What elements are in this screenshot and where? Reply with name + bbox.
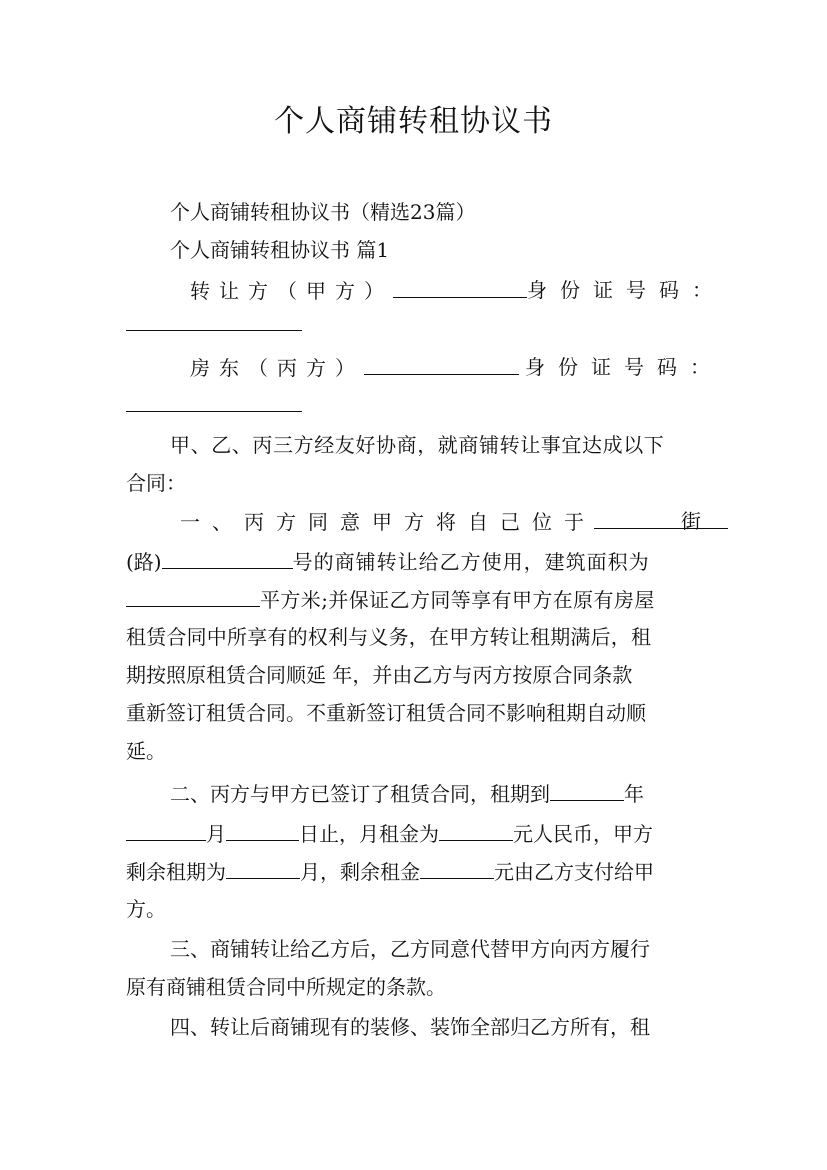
clause-1-line-1: [180, 506, 701, 537]
clause-4-line-1: 四、转让后商铺现有的装修、装饰全部归乙方所有，租: [170, 1015, 650, 1039]
section-heading: 个人商铺转租协议书 篇1: [170, 238, 390, 262]
landlord-id-label: 身份证号码：: [525, 355, 723, 379]
clause-2-month-label: 月: [206, 822, 226, 846]
clause-2-line-1: [170, 778, 701, 809]
clause-2-text-a: 二、丙方与甲方已签订了租赁合同，租期到: [170, 782, 550, 806]
document-title: 个人商铺转租协议书: [274, 104, 553, 139]
landlord-id-blank[interactable]: [126, 411, 302, 412]
party-a-id-blank[interactable]: [126, 330, 302, 331]
number-blank[interactable]: [162, 546, 293, 569]
party-a-line: [190, 275, 725, 306]
clause-1-text-a: 一、丙方同意甲方将自己位于: [180, 510, 596, 534]
clause-2-line-4: 方。: [126, 897, 166, 921]
area-blank[interactable]: [126, 584, 260, 607]
clause-1-text-d: 平方米;并保证乙方同等享有甲方在原有房屋: [260, 588, 655, 612]
agreement-intro-line-1: 甲、乙、丙三方经友好协商，就商铺转让事宜达成以下: [170, 433, 665, 457]
term-month-blank[interactable]: [126, 818, 206, 841]
clause-1-line-5: 期按照原租赁合同顺延 年，并由乙方与丙方按原合同条款: [126, 663, 633, 687]
clause-2-text-e: 剩余租期为: [126, 860, 226, 884]
agreement-intro-line-2: 合同：: [126, 471, 186, 495]
clause-3-line-1: 三、商铺转让给乙方后，乙方同意代替甲方向丙方履行: [170, 937, 650, 961]
clause-1-line-7: 延。: [126, 739, 166, 763]
clause-2-text-b: 年: [624, 782, 644, 806]
term-year-blank[interactable]: [550, 778, 624, 801]
clause-2-text-f: 月，剩余租金: [300, 860, 420, 884]
clause-2-line-2: [126, 818, 701, 849]
clause-1-text-b: 街: [681, 509, 701, 533]
landlord-blank[interactable]: [364, 352, 519, 375]
clause-1-text-c: 号的商铺转让给乙方使用，建筑面积为: [292, 550, 650, 574]
clause-3-line-2: 原有商铺租赁合同中所规定的条款。: [126, 975, 446, 999]
clause-1-road-label: (路): [126, 550, 162, 574]
landlord-line: [190, 352, 723, 383]
landlord-label: 房东（丙方）: [190, 356, 364, 380]
monthly-rent-blank[interactable]: [439, 818, 513, 841]
remaining-term-blank[interactable]: [226, 856, 300, 879]
term-day-blank[interactable]: [226, 818, 299, 841]
party-a-blank[interactable]: [393, 275, 527, 298]
party-a-id-label: 身份证号码：: [527, 278, 725, 302]
clause-1-line-6: 重新签订租赁合同。不重新签订租赁合同不影响租期自动顺: [126, 701, 646, 725]
clause-2-text-c: 日止，月租金为: [299, 822, 439, 846]
street-blank[interactable]: [594, 506, 728, 529]
clause-2-text-g: 元由乙方支付给甲: [494, 860, 654, 884]
clause-1-line-3: [126, 584, 701, 615]
clause-1-line-2: [126, 546, 701, 577]
intro-line: 个人商铺转租协议书（精选23篇）: [170, 200, 476, 224]
remaining-rent-blank[interactable]: [420, 856, 494, 879]
clause-2-line-3: [126, 856, 701, 887]
party-a-label: 转让方（甲方）: [190, 279, 393, 303]
clause-2-text-d: 元人民币，甲方: [513, 822, 653, 846]
clause-1-line-4: 租赁合同中所享有的权利与义务，在甲方转让租期满后，租: [126, 625, 652, 649]
